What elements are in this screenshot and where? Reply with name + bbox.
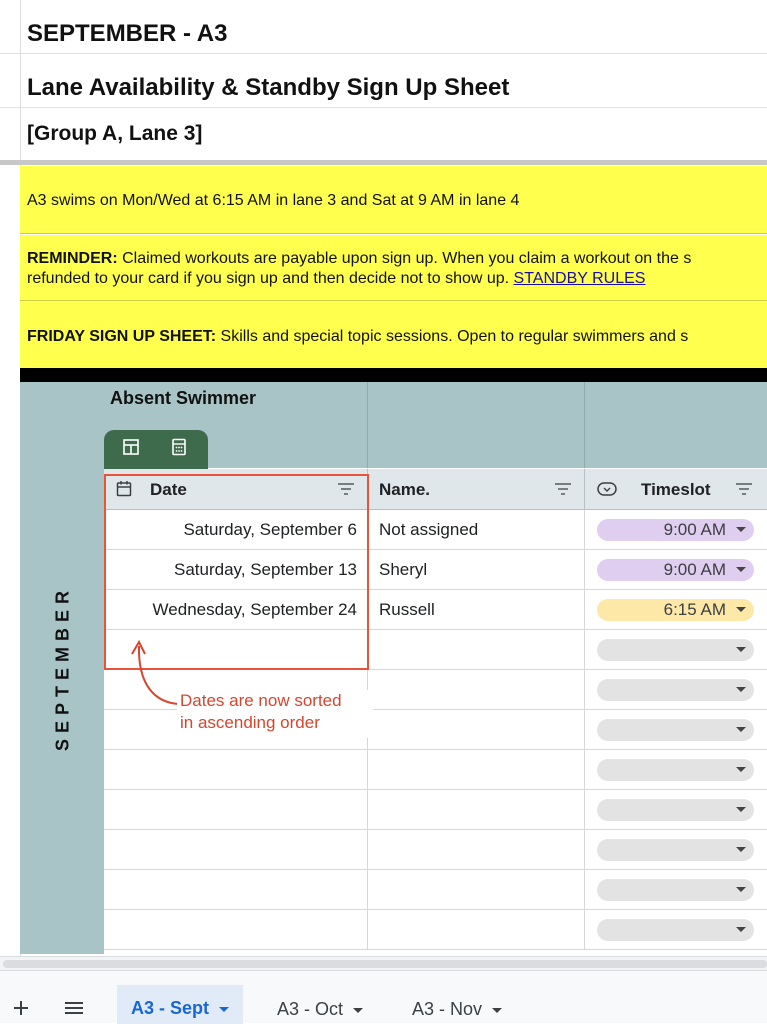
timeslot-cell[interactable] (585, 590, 767, 630)
date-cell[interactable] (104, 750, 368, 790)
all-sheets-menu-icon[interactable] (64, 1000, 84, 1021)
chevron-down-icon[interactable] (492, 1008, 502, 1013)
timeslot-cell[interactable] (585, 630, 767, 670)
name-cell[interactable]: Russell (368, 590, 585, 630)
schedule-notice (20, 166, 767, 234)
friday-label: FRIDAY SIGN UP SHEET: (27, 328, 217, 345)
name-cell[interactable]: Not assigned (368, 510, 585, 550)
name-cell[interactable] (368, 910, 585, 950)
annotation-note (177, 690, 373, 738)
timeslot-cell[interactable] (585, 750, 767, 790)
dropdown-arrow-icon[interactable] (736, 847, 746, 852)
timeslot-dropdown-chip[interactable] (597, 519, 754, 541)
group-label: [Group A, Lane 3] (27, 122, 203, 145)
timeslot-cell[interactable] (585, 910, 767, 950)
sheet-tab-label: A3 - Oct (277, 999, 344, 1019)
reminder-text-2: refunded to your card if you sign up and then decide not to show up. (27, 270, 514, 287)
friday-line (27, 327, 688, 346)
schedule-text: A3 swims on Mon/Wed at 6:15 AM in lane 3 and Sat at 9 AM in lane 4 (27, 192, 520, 209)
timeslot-dropdown-chip[interactable] (597, 639, 754, 661)
sheet-tab-sept[interactable] (117, 985, 243, 1024)
dropdown-arrow-icon[interactable] (736, 527, 746, 532)
dropdown-arrow-icon[interactable] (736, 727, 746, 732)
table-view-toggle (104, 430, 208, 469)
reminder-line-1 (27, 249, 691, 268)
sheet-tab-label: A3 - Sept (131, 998, 210, 1018)
standby-rules-link[interactable]: STANDBY RULES (513, 270, 646, 287)
dropdown-arrow-icon[interactable] (736, 767, 746, 772)
timeslot-cell[interactable] (585, 670, 767, 710)
date-cell[interactable] (104, 870, 368, 910)
row-divider (0, 53, 767, 54)
timeslot-cell[interactable] (585, 830, 767, 870)
row-divider (0, 107, 767, 108)
sheet-tab-label: A3 - Nov (412, 999, 483, 1019)
page-title: SEPTEMBER - A3 (27, 20, 228, 47)
scrollbar-thumb[interactable] (3, 960, 767, 968)
name-cell[interactable] (368, 630, 585, 670)
name-cell[interactable] (368, 870, 585, 910)
header-band-cell (368, 382, 585, 468)
annotation-line-1: Dates are now sorted (180, 691, 342, 710)
dropdown-arrow-icon[interactable] (736, 807, 746, 812)
timeslot-cell[interactable] (585, 510, 767, 550)
chevron-down-icon[interactable] (353, 1008, 363, 1013)
timeslot-dropdown-chip[interactable] (597, 919, 754, 941)
annotation-line-2: in ascending order (180, 713, 320, 732)
date-cell[interactable]: Saturday, September 6 (104, 510, 368, 550)
timeslot-dropdown-chip[interactable] (597, 559, 754, 581)
timeslot-cell[interactable] (585, 790, 767, 830)
friday-text: Skills and special topic sessions. Open to regular swimmers and s (216, 328, 689, 345)
black-separator (20, 368, 767, 382)
reminder-text: Claimed workouts are payable upon sign up. When you claim a workout on the s (117, 250, 692, 267)
timeslot-cell[interactable] (585, 550, 767, 590)
column-label-date: Date (150, 480, 187, 499)
timeslot-dropdown-chip[interactable] (597, 879, 754, 901)
timeslot-dropdown-chip[interactable] (597, 719, 754, 741)
dropdown-arrow-icon[interactable] (736, 927, 746, 932)
reminder-notice (20, 235, 767, 301)
dropdown-chip-icon (597, 481, 617, 502)
reminder-label: REMINDER: (27, 250, 118, 267)
month-vertical-label: SEPTEMBER (52, 584, 73, 752)
timeslot-dropdown-chip[interactable] (597, 599, 754, 621)
sheet-subtitle: Lane Availability & Standby Sign Up Sheet (27, 74, 510, 101)
column-label-name: Name. (379, 480, 431, 499)
timeslot-value: 9:00 AM (663, 520, 726, 539)
frozen-row-divider[interactable] (0, 160, 767, 165)
sheet-tabs-bar (0, 970, 767, 1023)
date-cell[interactable]: Saturday, September 13 (104, 550, 368, 590)
name-cell[interactable]: Sheryl (368, 550, 585, 590)
sheet-tab-nov[interactable] (412, 999, 502, 1024)
calculator-icon[interactable] (165, 436, 193, 464)
dropdown-arrow-icon[interactable] (736, 607, 746, 612)
name-cell[interactable] (368, 670, 585, 710)
dropdown-arrow-icon[interactable] (736, 887, 746, 892)
date-cell[interactable] (104, 910, 368, 950)
friday-notice (20, 302, 767, 368)
timeslot-cell[interactable] (585, 870, 767, 910)
date-cell[interactable] (104, 830, 368, 870)
timeslot-dropdown-chip[interactable] (597, 799, 754, 821)
timeslot-value: 6:15 AM (663, 600, 726, 619)
column-header-timeslot[interactable] (585, 469, 767, 510)
timeslot-dropdown-chip[interactable] (597, 759, 754, 781)
column-header-name[interactable] (368, 469, 585, 510)
column-label-timeslot: Timeslot (641, 480, 711, 499)
table-title: Absent Swimmer (110, 388, 257, 408)
date-cell[interactable] (104, 790, 368, 830)
date-cell[interactable]: Wednesday, September 24 (104, 590, 368, 630)
dropdown-arrow-icon[interactable] (736, 647, 746, 652)
filter-icon[interactable] (554, 481, 572, 497)
sheet-tab-oct[interactable] (277, 999, 363, 1024)
chevron-down-icon[interactable] (219, 1007, 229, 1012)
name-cell[interactable] (368, 710, 585, 750)
reminder-line-2 (27, 269, 645, 288)
table-view-icon[interactable] (117, 436, 145, 464)
name-cell[interactable] (368, 750, 585, 790)
add-sheet-icon[interactable] (12, 999, 30, 1022)
filter-icon[interactable] (735, 481, 753, 497)
row-gutter (0, 0, 21, 970)
dropdown-arrow-icon[interactable] (736, 567, 746, 572)
dropdown-arrow-icon[interactable] (736, 687, 746, 692)
timeslot-dropdown-chip[interactable] (597, 839, 754, 861)
timeslot-dropdown-chip[interactable] (597, 679, 754, 701)
header-band-cell (585, 382, 767, 468)
name-cell[interactable] (368, 830, 585, 870)
timeslot-value: 9:00 AM (663, 560, 726, 579)
name-cell[interactable] (368, 790, 585, 830)
timeslot-cell[interactable] (585, 710, 767, 750)
